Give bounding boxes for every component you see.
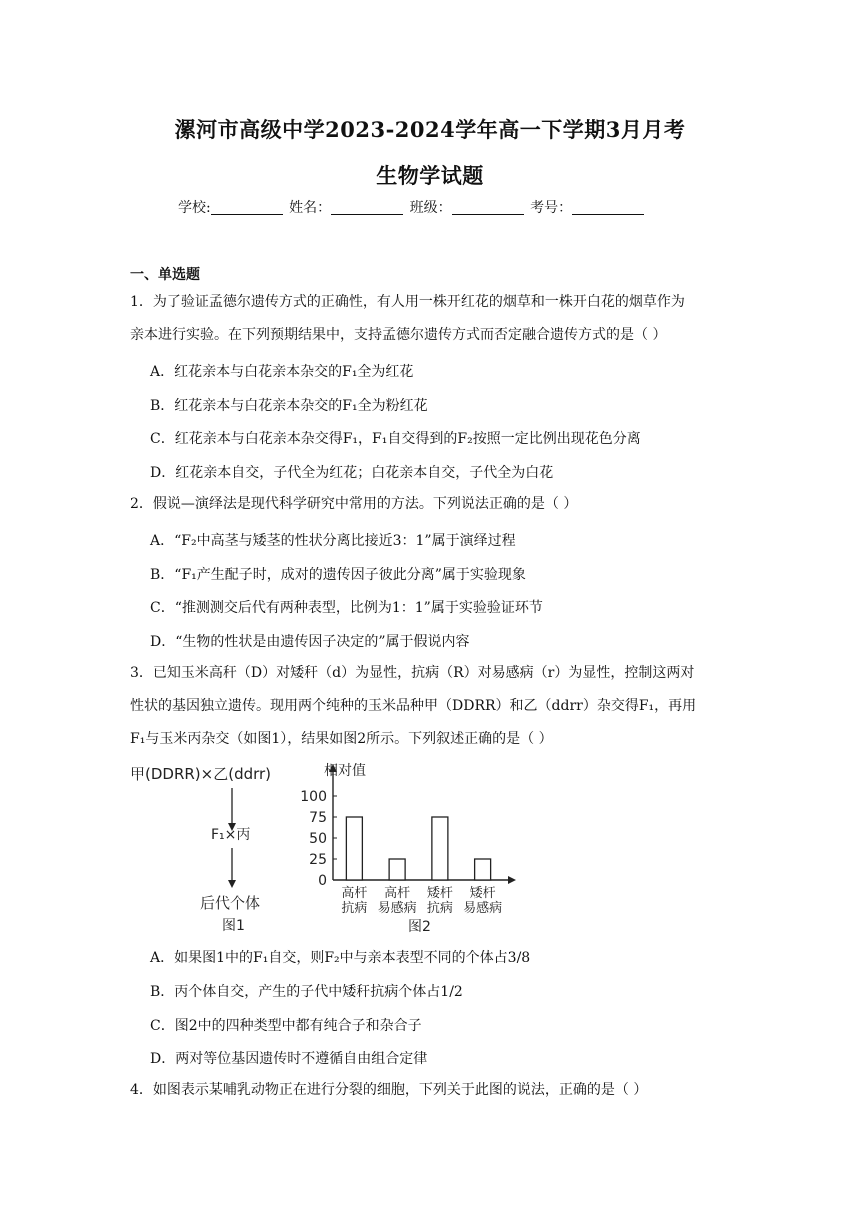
question-2-line-1: 2．假说—演绎法是现代科学研究中常用的方法。下列说法正确的是（ ） [130,496,578,512]
question-2-option-b: B．“F₁产生配子时，成对的遗传因子彼此分离”属于实验现象 [150,567,526,583]
school-label: 学校: [178,200,211,216]
x-tick-label: 高杆 [341,886,368,901]
question-1-option-b: B．红花亲本与白花亲本杂交的F₁全为粉红花 [150,398,428,414]
chart-bar [432,817,448,880]
x-tick-label: 矮杆 [469,886,496,901]
figure-2-bar-chart [288,758,520,935]
student-info-line [178,197,646,217]
question-1-option-c: C．红花亲本与白花亲本杂交得F₁，F₁自交得到的F₂按照一定比例出现花色分离 [150,431,641,447]
question-1-line-2: 亲本进行实验。在下列预期结果中，支持孟德尔遗传方式而否定融合遗传方式的是（ ） [130,327,667,343]
y-tick-label: 75 [309,810,327,826]
chart-bars [346,817,490,880]
exam-title: 漯河市高级中学2023-2024学年高一下学期3月月考 [174,117,686,142]
x-tick-label: 易感病 [463,901,503,916]
question-3-option-d: D．两对等位基因遗传时不遵循自由组合定律 [150,1051,428,1067]
exam-number-label: 考号： [530,200,573,216]
arrow-down-icon [228,880,236,888]
figure-1-caption: 图1 [222,918,245,934]
y-tick-label: 25 [309,852,327,868]
exam-number-blank[interactable] [572,200,644,215]
name-label: 姓名： [289,200,332,216]
section-heading: 一、单选题 [130,267,200,283]
y-tick-label: 50 [309,831,327,847]
chart-y-ticks [300,789,337,889]
question-2-stem [130,488,742,521]
question-4-stem [130,1074,742,1107]
figure-1-offspring: 后代个体 [200,894,261,912]
x-tick-label: 易感病 [377,901,417,916]
x-tick-label: 高杆 [384,886,411,901]
question-1-option-d: D．红花亲本自交，子代全为红花；白花亲本自交，子代全为白花 [150,465,554,481]
chart-bar [346,817,362,880]
x-axis-arrow-icon [508,876,516,884]
y-tick-label: 100 [300,789,327,805]
question-3-option-b: B．丙个体自交，产生的子代中矮秆抗病个体占1/2 [150,984,463,1000]
chart-bar [475,859,491,880]
x-tick-label: 抗病 [341,901,368,916]
exam-subtitle: 生物学试题 [376,163,484,188]
question-2-option-a: A．“F₂中高茎与矮茎的性状分离比接近3：1”属于演绎过程 [150,533,516,549]
question-3-line-3: F₁与玉米丙杂交（如图1），结果如图2所示。下列叙述正确的是（ ） [130,731,553,747]
chart-bar [389,859,405,880]
chart-x-labels [341,885,502,916]
x-tick-label: 矮杆 [426,886,453,901]
figure-2-caption: 图2 [408,919,431,935]
question-2-option-d: D．“生物的性状是由遗传因子决定的”属于假说内容 [150,634,470,650]
class-blank[interactable] [452,200,524,215]
question-2-option-c: C．“推测测交后代有两种表型，比例为1：1”属于实验验证环节 [150,600,543,616]
chart-y-axis-label: 相对值 [324,763,366,779]
x-tick-label: 抗病 [426,901,453,916]
figure-1-parent-cross: 甲(DDRR)×乙(ddrr) [130,765,272,783]
figure-1-diagram [128,760,288,935]
question-1-stem [130,286,742,352]
question-3-option-c: C．图2中的四种类型中都有纯合子和杂合子 [150,1018,422,1034]
class-label: 班级： [409,200,452,216]
question-1-option-a: A．红花亲本与白花亲本杂交的F₁全为红花 [150,364,414,380]
y-tick-label: 0 [318,873,327,889]
figure-1-f1-cross: F₁×丙 [211,827,251,843]
name-blank[interactable] [331,200,403,215]
question-4-line-1: 4．如图表示某哺乳动物正在进行分裂的细胞，下列关于此图的说法，正确的是（ ） [130,1082,648,1098]
question-3-line-2: 性状的基因独立遗传。现用两个纯种的玉米品种甲（DDRR）和乙（ddrr）杂交得F₁，再用 [130,698,697,714]
question-3-stem [130,657,742,756]
question-3-option-a: A．如果图1中的F₁自交，则F₂中与亲本表型不同的个体占3/8 [150,950,531,966]
school-blank[interactable] [211,200,283,215]
question-3-line-1: 3．已知玉米高秆（D）对矮秆（d）为显性，抗病（R）对易感病（r）为显性，控制这两对 [130,665,695,681]
question-1-line-1: 1．为了验证孟德尔遗传方式的正确性，有人用一株开红花的烟草和一株开白花的烟草作为 [130,294,685,310]
